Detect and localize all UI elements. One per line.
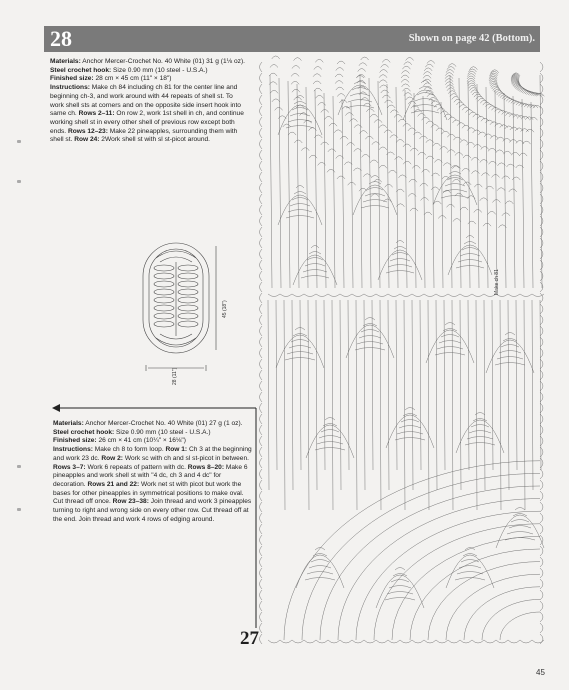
rows-label: Row 24: [74, 136, 100, 144]
rows-label: Row 1: [165, 446, 188, 454]
small-oval-diagram [143, 243, 216, 371]
rows-text: Ch 3 at the beginning and work 23 dc. [53, 446, 252, 462]
pattern-27-number: 27 [240, 628, 259, 649]
size-label: Finished size: [53, 437, 97, 445]
size-text: 28 cm × 45 cm (11" × 18") [93, 75, 172, 83]
hook-text: Size 0.90 mm (10 steel - U.S.A.) [111, 66, 208, 74]
materials-label: Materials: [53, 420, 84, 427]
page-number: 45 [536, 668, 545, 677]
instructions-label: Instructions: [50, 84, 90, 92]
rows-label: Rows 8–20: [187, 463, 225, 471]
chain-label: Make ch 81 [494, 269, 500, 295]
margin-mark [17, 465, 21, 468]
arrow-indicator [52, 404, 256, 628]
hook-label: Steel crochet hook: [53, 428, 115, 436]
rows-label: Rows 2–11: [78, 110, 115, 118]
rows-label: Rows 12–23: [67, 127, 108, 135]
hook-text: Size 0.90 mm (10 steel - U.S.A.) [114, 428, 211, 436]
large-crochet-chart [260, 56, 545, 644]
size-label: Finished size: [50, 75, 94, 83]
margin-mark [17, 508, 21, 511]
instructions-text: Make ch 8 to form loop. [92, 446, 166, 454]
height-label: 45 (18") [222, 300, 228, 318]
rows-text: Work 6 repeats of pattern with dc. [85, 463, 188, 471]
rows-text: On row 2, work 1st shell in ch, and continue working shell st in every other shell of previous row except both ends. [50, 110, 244, 135]
rows-label: Row 23–38: [112, 498, 149, 506]
rows-text: Make 6 pineapples and work shell st with "4 dc, ch 3 and 4 dc" for decoration. [53, 463, 248, 488]
hook-label: Steel crochet hook: [50, 66, 112, 74]
rows-label: Row 2: [101, 454, 124, 462]
materials-text: Anchor Mercer-Crochet No. 40 White (01) 27 g (1 oz). [83, 420, 243, 427]
margin-mark [17, 140, 21, 143]
rows-label: Rows 3–7: [53, 463, 86, 471]
materials-label: Materials: [50, 58, 81, 65]
margin-mark [17, 180, 21, 183]
pattern-number: 28 [50, 26, 72, 51]
materials-text: Anchor Mercer-Crochet No. 40 White (01) 31 g (1⅛ oz). [80, 58, 245, 65]
rows-text: 2Work shell st with sl st-picot around. [99, 136, 211, 144]
size-text: 26 cm × 41 cm (10¼" × 16⅛") [96, 437, 186, 445]
width-label: 28 (11") [172, 367, 178, 385]
rows-label: Rows 21 and 22: [87, 480, 140, 488]
rows-text: Join thread and work 3 pineapples turning to right and wrong side on every other row. Cut thread off at the end. Join thread and work 4 rows of edging around. [53, 498, 252, 523]
rows-text: Make 22 pineapples, surrounding them with shell st. [50, 127, 238, 144]
rows-text: Work sc with ch and sl st-picot in between. [123, 454, 249, 462]
instructions-label: Instructions: [53, 446, 93, 454]
shown-on-page-note: Shown on page 42 (Bottom). [408, 33, 535, 44]
rows-text: Work net st with picot but work the bases for other pineapples in symmetrical positions to make oval. Cut thread off once. [53, 480, 244, 506]
instructions-text: Make ch 84 including ch 81 for the center line and beginning ch-3, and work around with 44 repeats of shell st. To work shell sts at corners and on the opposite side insert hook into same ch. [50, 84, 241, 118]
